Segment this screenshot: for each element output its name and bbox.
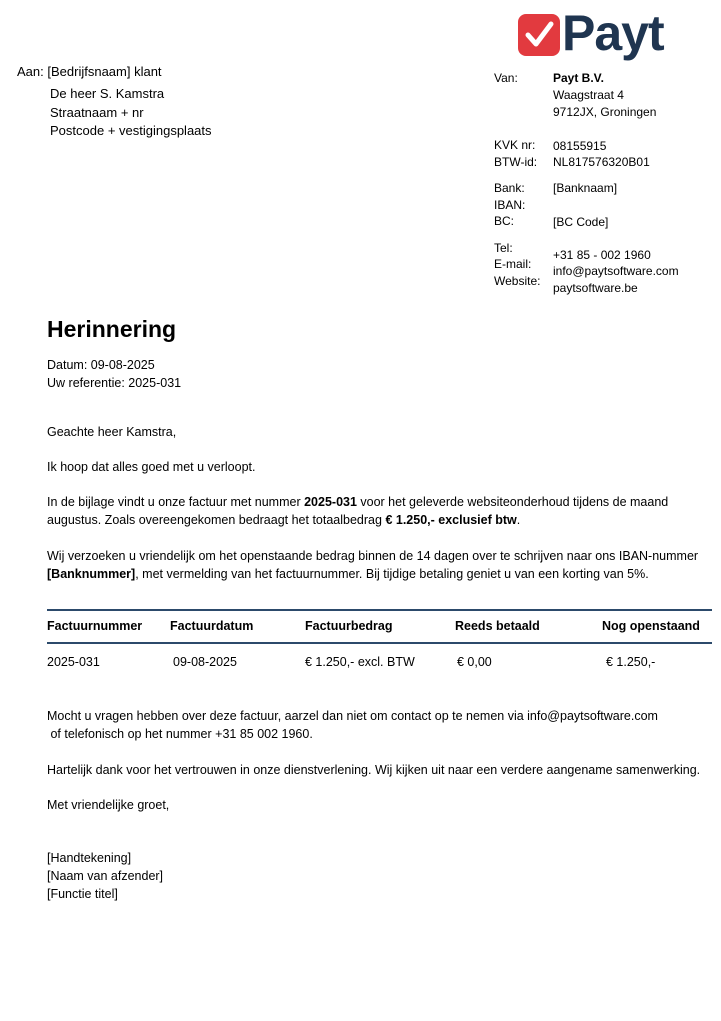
- tel-value: +31 85 - 002 1960: [553, 248, 651, 262]
- kvk-value: 08155915: [553, 139, 607, 153]
- signature-placeholder: [Handtekening]: [47, 851, 132, 865]
- paragraph-2-line-1: Wij verzoeken u vriendelijk om het openstaande bedrag binnen de 14 dagen over te schrijven naar ons IBAN-nummer: [47, 549, 699, 563]
- tel-label: Tel:: [494, 241, 513, 255]
- td-factuurdatum: 09-08-2025: [173, 655, 237, 669]
- bank-value: [Banknaam]: [553, 181, 618, 195]
- sender-company: Payt B.V.: [553, 71, 604, 85]
- checkmark-icon: [518, 14, 560, 56]
- th-reeds-betaald: Reeds betaald: [455, 619, 540, 633]
- bc-value: [BC Code]: [553, 215, 609, 229]
- bank-label: Bank:: [494, 181, 525, 195]
- recipient-postal: Postcode + vestigingsplaats: [50, 123, 212, 138]
- recipient-street: Straatnaam + nr: [50, 105, 144, 120]
- website-label: Website:: [494, 274, 541, 288]
- paragraph-1-line-1: [47, 493, 668, 511]
- payt-logo: [518, 5, 678, 72]
- letter-date: Datum: 09-08-2025: [47, 358, 155, 372]
- salutation: Geachte heer Kamstra,: [47, 425, 177, 439]
- td-reeds-betaald: € 0,00: [457, 655, 492, 669]
- p1-text-a: In de bijlage vindt u onze factuur met nummer: [47, 495, 305, 509]
- letter-reference: Uw referentie: 2025-031: [47, 376, 182, 390]
- p1-text-c: voor het geleverde websiteonderhoud tijdens de maand: [356, 495, 669, 509]
- logo-text: Payt: [562, 5, 664, 61]
- th-factuurdatum: Factuurdatum: [170, 619, 254, 633]
- van-label: Van:: [494, 71, 518, 85]
- table-header-rule: [47, 642, 712, 644]
- paragraph-1-line-2: [47, 511, 520, 529]
- p1-text-f: .: [516, 513, 521, 527]
- website-value: paytsoftware.be: [553, 281, 638, 295]
- sender-name-placeholder: [Naam van afzender]: [47, 869, 164, 883]
- btw-label: BTW-id:: [494, 155, 538, 169]
- paragraph-4: Hartelijk dank voor het vertrouwen in onze dienstverlening. Wij kijken uit naar een verdere aangename samenwerking.: [47, 763, 701, 777]
- sender-street: Waagstraat 4: [553, 88, 624, 102]
- td-factuurbedrag: € 1.250,- excl. BTW: [305, 655, 415, 669]
- sender-city: 9712JX, Groningen: [553, 105, 657, 119]
- iban-label: IBAN:: [494, 198, 526, 212]
- kvk-label: KVK nr:: [494, 138, 536, 152]
- btw-value: NL817576320B01: [553, 155, 650, 169]
- paragraph-2-line-2: [47, 565, 649, 583]
- total-amount: € 1.250,- exclusief btw: [385, 513, 517, 527]
- paragraph-3-line-1: Mocht u vragen hebben over deze factuur, aarzel dan niet om contact op te nemen via info@paytsoftware.com: [47, 709, 658, 723]
- closing: Met vriendelijke groet,: [47, 798, 170, 812]
- recipient-company: [Bedrijfsnaam] klant: [47, 64, 162, 79]
- to-label: Aan:: [17, 64, 44, 79]
- th-nog-openstaand: Nog openstaand: [602, 619, 700, 633]
- p2-text-c: , met vermelding van het factuurnummer. Bij tijdige betaling geniet u van een korting van 5%.: [135, 567, 649, 581]
- recipient-line-1: [17, 64, 162, 79]
- email-label: E-mail:: [494, 257, 532, 271]
- paragraph-3-line-2: of telefonisch op het nummer +31 85 002 1960.: [47, 727, 313, 741]
- email-value: info@paytsoftware.com: [553, 264, 679, 278]
- p1-text-d: augustus. Zoals overeengekomen bedraagt het totaalbedrag: [47, 513, 386, 527]
- function-title-placeholder: [Functie titel]: [47, 887, 118, 901]
- bank-number: [Banknummer]: [47, 567, 136, 581]
- recipient-name: De heer S. Kamstra: [50, 86, 165, 101]
- intro-paragraph: Ik hoop dat alles goed met u verloopt.: [47, 460, 256, 474]
- table-top-rule: [47, 609, 712, 611]
- invoice-number: 2025-031: [304, 495, 357, 509]
- td-factuurnummer: 2025-031: [47, 655, 100, 669]
- th-factuurbedrag: Factuurbedrag: [305, 619, 393, 633]
- bc-label: BC:: [494, 214, 515, 228]
- page-title: Herinnering: [47, 316, 177, 342]
- td-nog-openstaand: € 1.250,-: [606, 655, 656, 669]
- th-factuurnummer: Factuurnummer: [47, 619, 143, 633]
